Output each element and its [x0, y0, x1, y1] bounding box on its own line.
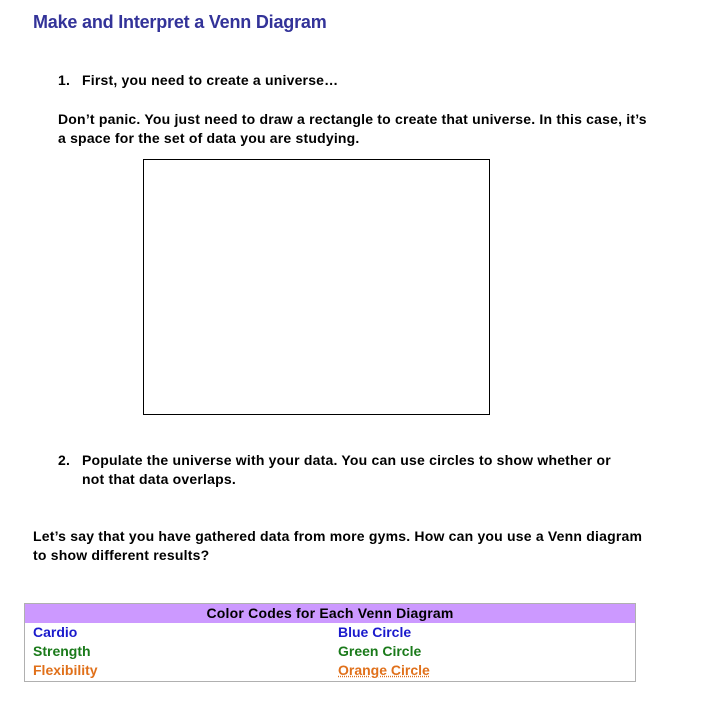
paragraph-universe-explanation: Don’t panic. You just need to draw a rectangle to create that universe. In this case, it’s a space for the set of data you are studying.: [58, 111, 647, 146]
circle-blue: Blue Circle: [338, 624, 412, 640]
category-flexibility: Flexibility: [33, 662, 98, 678]
table-row: [25, 623, 635, 642]
table-row: [25, 661, 635, 680]
step-1-text: First, you need to create a universe…: [82, 72, 339, 88]
color-codes-table-header: Color Codes for Each Venn Diagram: [25, 604, 635, 623]
category-cardio: Cardio: [33, 624, 78, 640]
page-title: Make and Interpret a Venn Diagram: [33, 12, 327, 32]
paragraph-gyms-question: Let’s say that you have gathered data from more gyms. How can you use a Venn diagram to show different results?: [33, 528, 643, 563]
step-2-text: Populate the universe with your data. You can use circles to show whether or not that data overlaps.: [82, 452, 611, 487]
step-2: [58, 451, 638, 489]
step-1: [58, 71, 338, 90]
circle-green: Green Circle: [338, 643, 422, 659]
universe-rectangle: [143, 159, 490, 415]
circle-orange: Orange Circle: [338, 662, 430, 678]
step-1-number: 1.: [58, 72, 71, 88]
category-strength: Strength: [33, 643, 91, 659]
color-codes-table: [24, 603, 636, 682]
table-row: [25, 642, 635, 661]
step-2-number: 2.: [58, 452, 71, 468]
